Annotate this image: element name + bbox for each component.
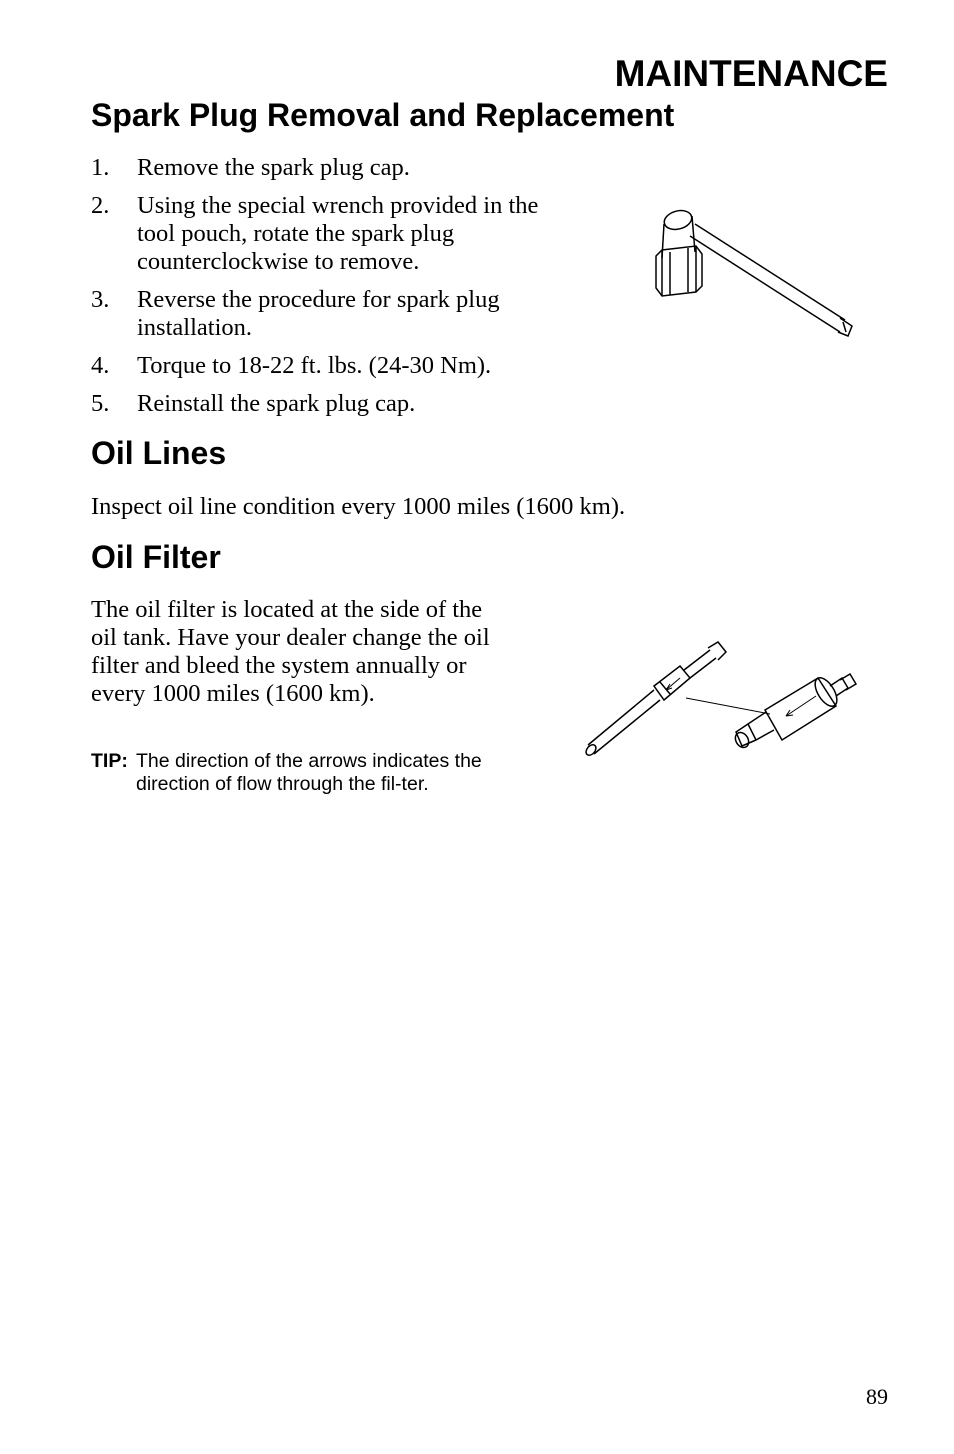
step-number: 2. <box>91 192 110 219</box>
list-item <box>91 352 571 380</box>
section-header: MAINTENANCE <box>614 53 888 94</box>
oil-filter-text: The oil filter is located at the side of the oil tank. Have your dealer change the oil filter and bleed the system annually or every 1000 miles (1600 km). <box>91 596 490 707</box>
list-item <box>91 192 571 276</box>
step-number: 3. <box>91 286 110 313</box>
list-item <box>91 286 571 342</box>
step-text: Remove the spark plug cap. <box>137 154 410 181</box>
oil-lines-text: Inspect oil line condition every 1000 miles (1600 km). <box>91 493 626 520</box>
list-item <box>91 390 571 418</box>
step-number: 1. <box>91 154 110 181</box>
oil-filter-icon <box>580 630 870 780</box>
step-text: Reverse the procedure for spark plug installation. <box>137 286 500 341</box>
step-number: 4. <box>91 352 110 379</box>
spark-plug-wrench-icon <box>640 200 860 350</box>
spark-plug-steps <box>91 154 571 428</box>
step-number: 5. <box>91 390 110 417</box>
page-number: 89 <box>866 1384 888 1409</box>
tip-text: The direction of the arrows indicates the direction of flow through the fil-ter. <box>136 750 482 795</box>
step-text: Torque to 18-22 ft. lbs. (24-30 Nm). <box>137 352 492 379</box>
step-text: Reinstall the spark plug cap. <box>137 390 416 417</box>
list-item <box>91 154 571 182</box>
oil-filter-heading: Oil Filter <box>91 539 221 575</box>
spark-plug-heading: Spark Plug Removal and Replacement <box>91 97 675 133</box>
tip-note <box>91 750 511 796</box>
step-text: Using the special wrench provided in the tool pouch, rotate the spark plug counterclockwise to remove. <box>137 192 539 275</box>
oil-lines-heading: Oil Lines <box>91 435 227 471</box>
tip-label: TIP: <box>91 750 128 772</box>
